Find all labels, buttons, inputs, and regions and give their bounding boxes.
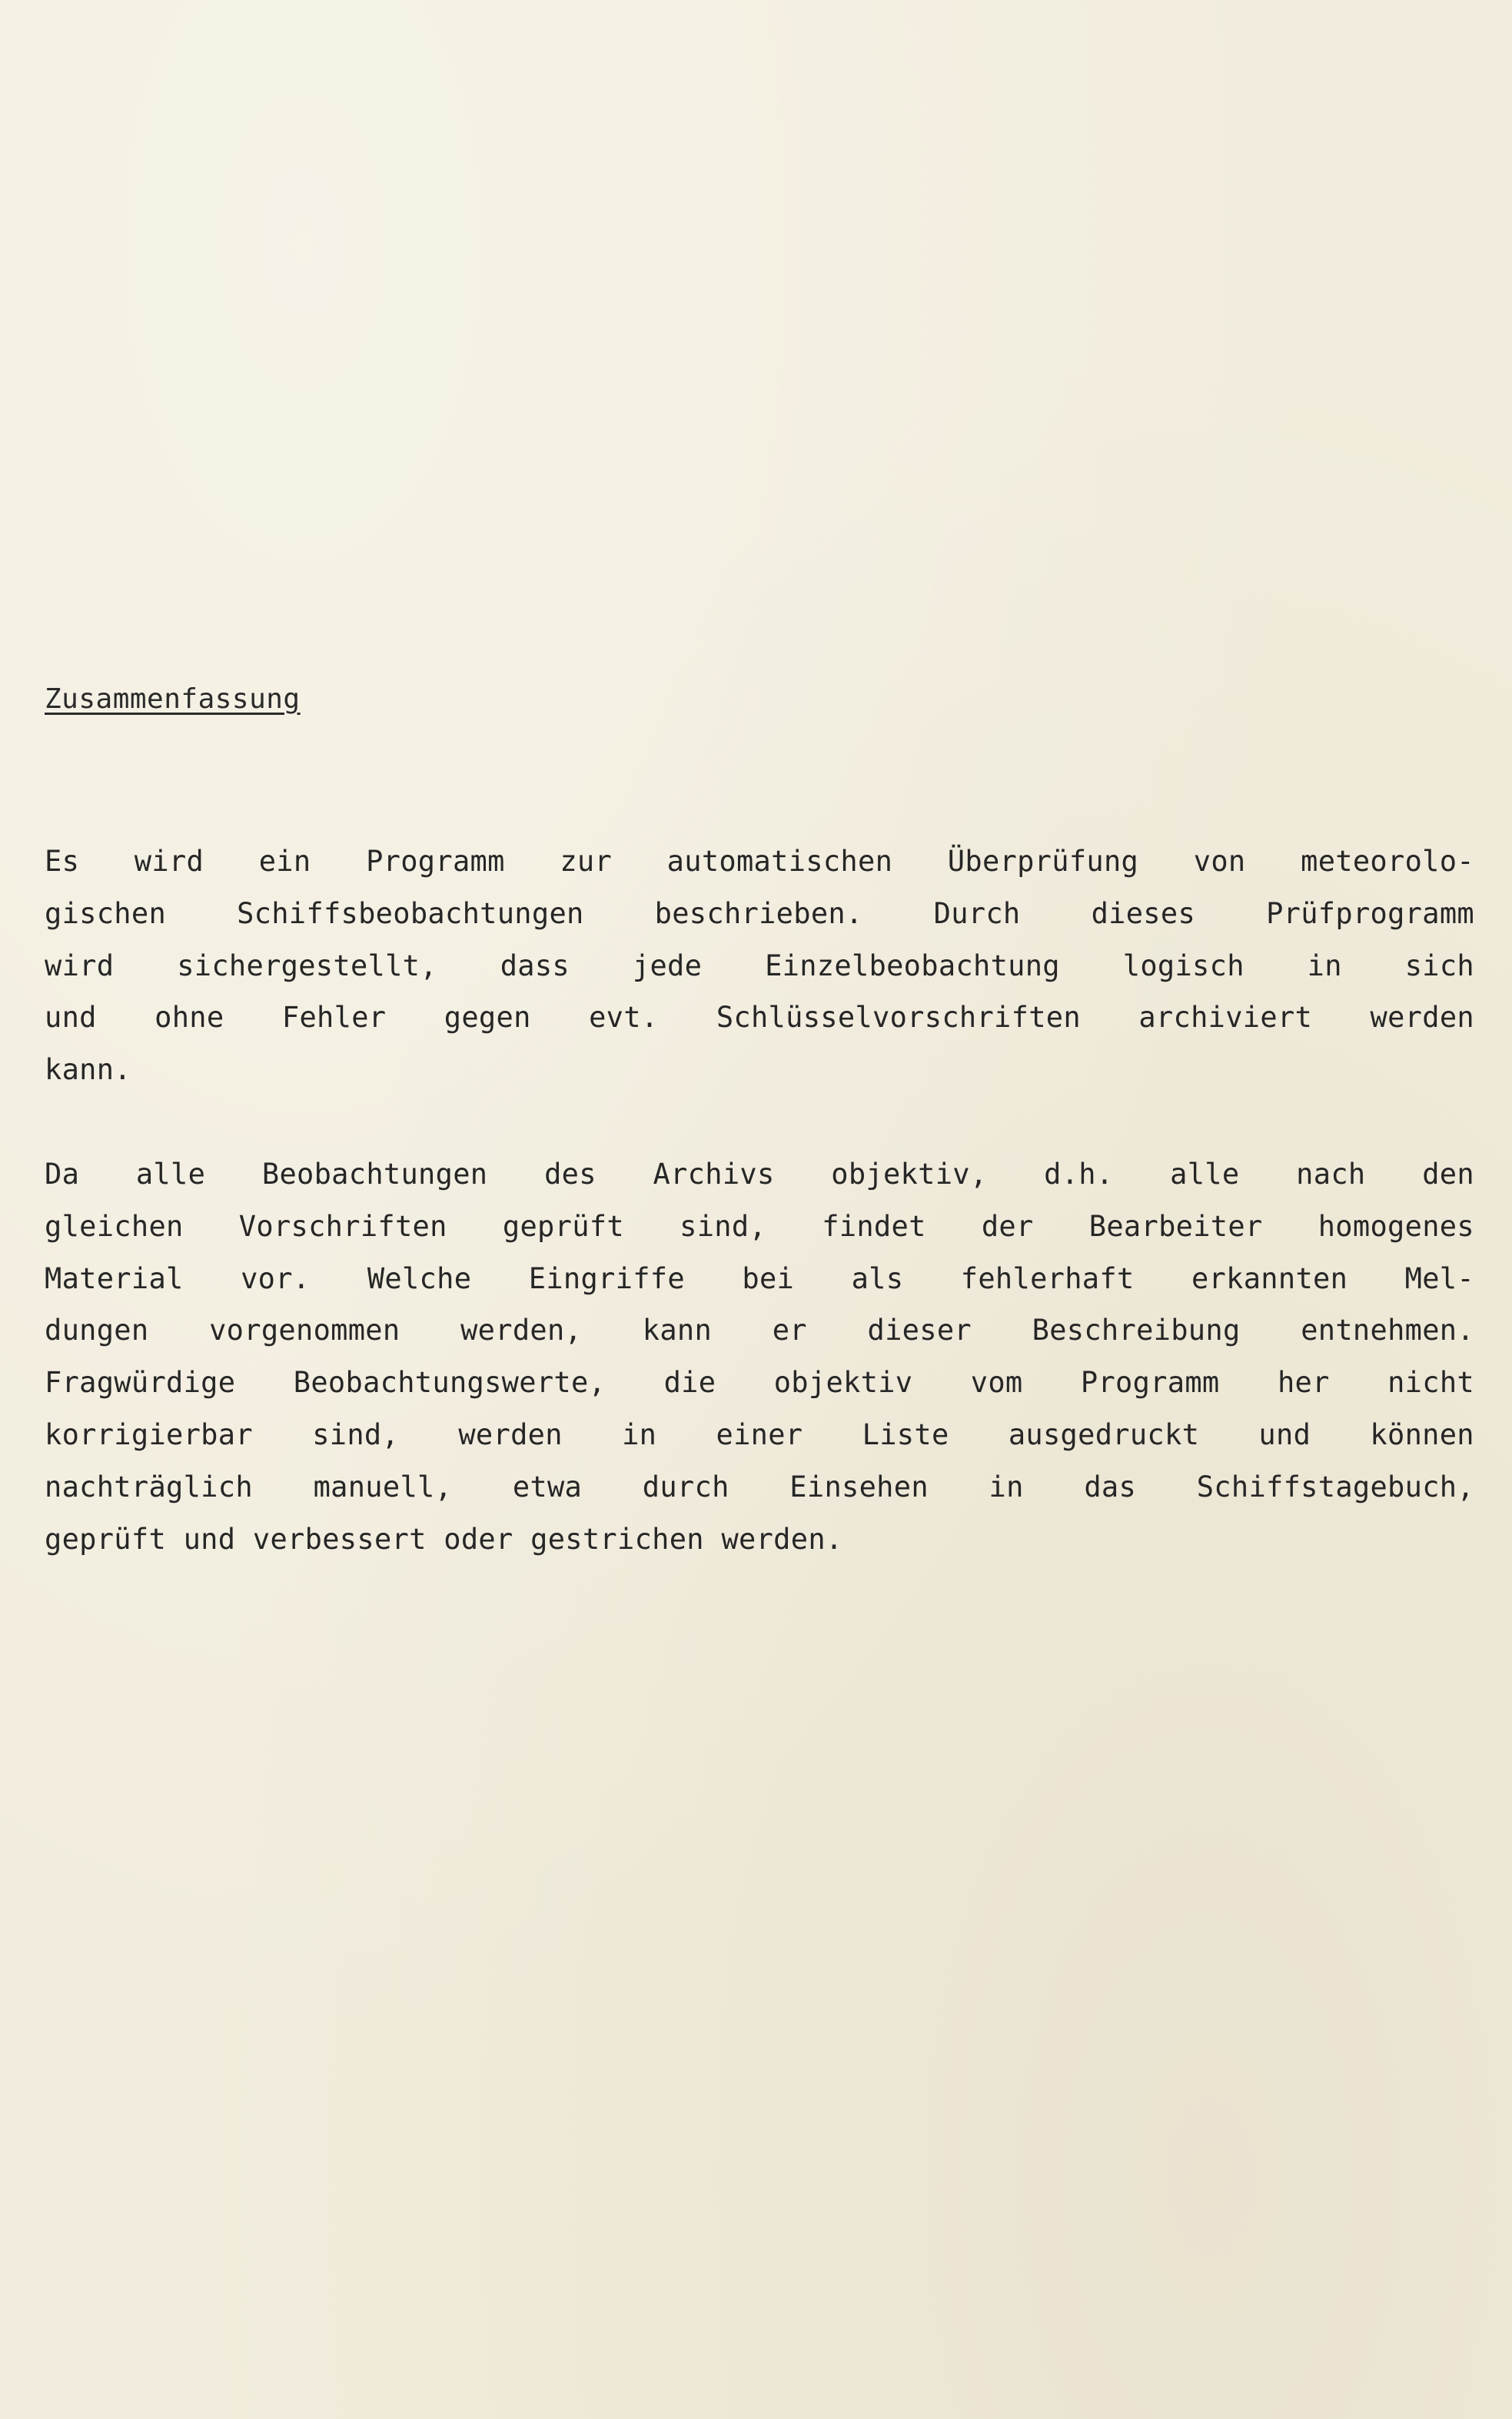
word: korrigierbar	[45, 1417, 253, 1451]
word: jede	[632, 949, 703, 982]
word: sichergestellt,	[177, 949, 437, 982]
word: Beobachtungen	[261, 1158, 488, 1191]
word: dieser	[867, 1314, 972, 1347]
word: werden,	[460, 1314, 583, 1347]
word: vom	[970, 1366, 1023, 1400]
word: Es	[45, 845, 80, 878]
word: nach	[1296, 1158, 1366, 1191]
text-line: geprüft und verbessert oder gestrichen werden.	[45, 1522, 843, 1556]
word: archiviert	[1138, 1001, 1313, 1035]
word: Schlüsselvorschriften	[716, 1001, 1081, 1035]
word: evt.	[589, 1001, 659, 1035]
word: Material	[45, 1261, 184, 1295]
word: von	[1193, 845, 1246, 878]
word: objektiv	[773, 1366, 913, 1400]
word: des	[544, 1158, 596, 1191]
word: vor.	[241, 1261, 311, 1295]
word: beschrieben.	[654, 896, 863, 930]
word: können	[1370, 1417, 1474, 1451]
word: Fragwürdige	[45, 1366, 236, 1400]
word: entnehmen.	[1301, 1314, 1474, 1347]
word: Einsehen	[789, 1470, 929, 1504]
summary-paragraph-2	[45, 1148, 1474, 1565]
word: werden	[1370, 1001, 1474, 1035]
word: werden	[458, 1417, 563, 1451]
text-line	[45, 1357, 1474, 1409]
word: ohne	[155, 1001, 224, 1035]
word: etwa	[512, 1470, 583, 1504]
word: meteorolo-	[1301, 845, 1474, 878]
word: alle	[135, 1158, 206, 1191]
word: Schiffsbeobachtungen	[237, 896, 584, 930]
word: d.h.	[1044, 1158, 1114, 1191]
text-line	[45, 1148, 1474, 1201]
text-line: kann.	[45, 1053, 131, 1087]
word: automatischen	[666, 845, 893, 878]
word: dungen	[45, 1314, 149, 1347]
text-line	[45, 888, 1474, 940]
word: objektiv,	[831, 1158, 988, 1191]
word: dieses	[1091, 896, 1196, 930]
section-heading: Zusammenfassung	[45, 683, 301, 715]
text-line	[45, 940, 1474, 992]
text-line	[45, 1304, 1474, 1357]
word: Überprüfung	[947, 845, 1139, 878]
word: Archivs	[653, 1158, 775, 1191]
word: gleichen	[45, 1209, 184, 1243]
word: ein	[258, 845, 311, 878]
word: und	[45, 1001, 97, 1035]
word: einer	[716, 1417, 803, 1451]
word: Vorschriften	[238, 1209, 447, 1243]
word: den	[1422, 1158, 1474, 1191]
word: Durch	[933, 896, 1021, 930]
word: erkannten	[1191, 1261, 1348, 1295]
word: Bearbeiter	[1088, 1209, 1263, 1243]
word: Mel-	[1404, 1261, 1474, 1295]
word: nicht	[1387, 1366, 1474, 1400]
text-line	[45, 1201, 1474, 1253]
word: Beobachtungswerte,	[293, 1366, 606, 1400]
word: und	[1258, 1417, 1311, 1451]
word: Einzelbeobachtung	[765, 949, 1060, 982]
word: in	[1307, 949, 1342, 982]
word: nachträglich	[45, 1470, 253, 1504]
word: ausgedruckt	[1008, 1417, 1200, 1451]
text-line	[45, 1409, 1474, 1461]
word: Programm	[366, 845, 505, 878]
word: Beschreibung	[1032, 1314, 1241, 1347]
word: manuell,	[313, 1470, 453, 1504]
word: gegen	[444, 1001, 531, 1035]
word: sind,	[680, 1209, 767, 1243]
text-line	[45, 992, 1474, 1044]
word: kann	[642, 1314, 713, 1347]
word: Liste	[862, 1417, 949, 1451]
word: logisch	[1122, 949, 1244, 982]
word: findet	[822, 1209, 926, 1243]
word: Schiffstagebuch,	[1196, 1470, 1474, 1504]
word: alle	[1170, 1158, 1240, 1191]
word: Fehler	[281, 1001, 387, 1035]
word: die	[663, 1366, 716, 1400]
word: Da	[45, 1158, 80, 1191]
word: der	[981, 1209, 1034, 1243]
word: wird	[134, 845, 204, 878]
word: her	[1277, 1366, 1330, 1400]
word: bei	[742, 1261, 795, 1295]
word: Welche	[367, 1261, 472, 1295]
word: homogenes	[1318, 1209, 1474, 1243]
word: in	[622, 1417, 657, 1451]
word: Prüfprogramm	[1266, 896, 1474, 930]
word: dass	[500, 949, 570, 982]
word: in	[989, 1470, 1024, 1504]
word: fehlerhaft	[960, 1261, 1135, 1295]
word: vorgenommen	[209, 1314, 400, 1347]
word: sich	[1404, 949, 1474, 982]
word: gischen	[45, 896, 167, 930]
text-line	[45, 836, 1474, 888]
word: geprüft	[502, 1209, 624, 1243]
word: Programm	[1080, 1366, 1220, 1400]
word: als	[851, 1261, 904, 1295]
summary-paragraph-1	[45, 836, 1474, 1096]
word: er	[772, 1314, 807, 1347]
word: Eingriffe	[528, 1261, 685, 1295]
word: zur	[560, 845, 613, 878]
word: wird	[45, 949, 115, 982]
word: das	[1084, 1470, 1137, 1504]
word: sind,	[312, 1417, 400, 1451]
word: durch	[642, 1470, 729, 1504]
text-line	[45, 1461, 1474, 1514]
text-line	[45, 1253, 1474, 1305]
